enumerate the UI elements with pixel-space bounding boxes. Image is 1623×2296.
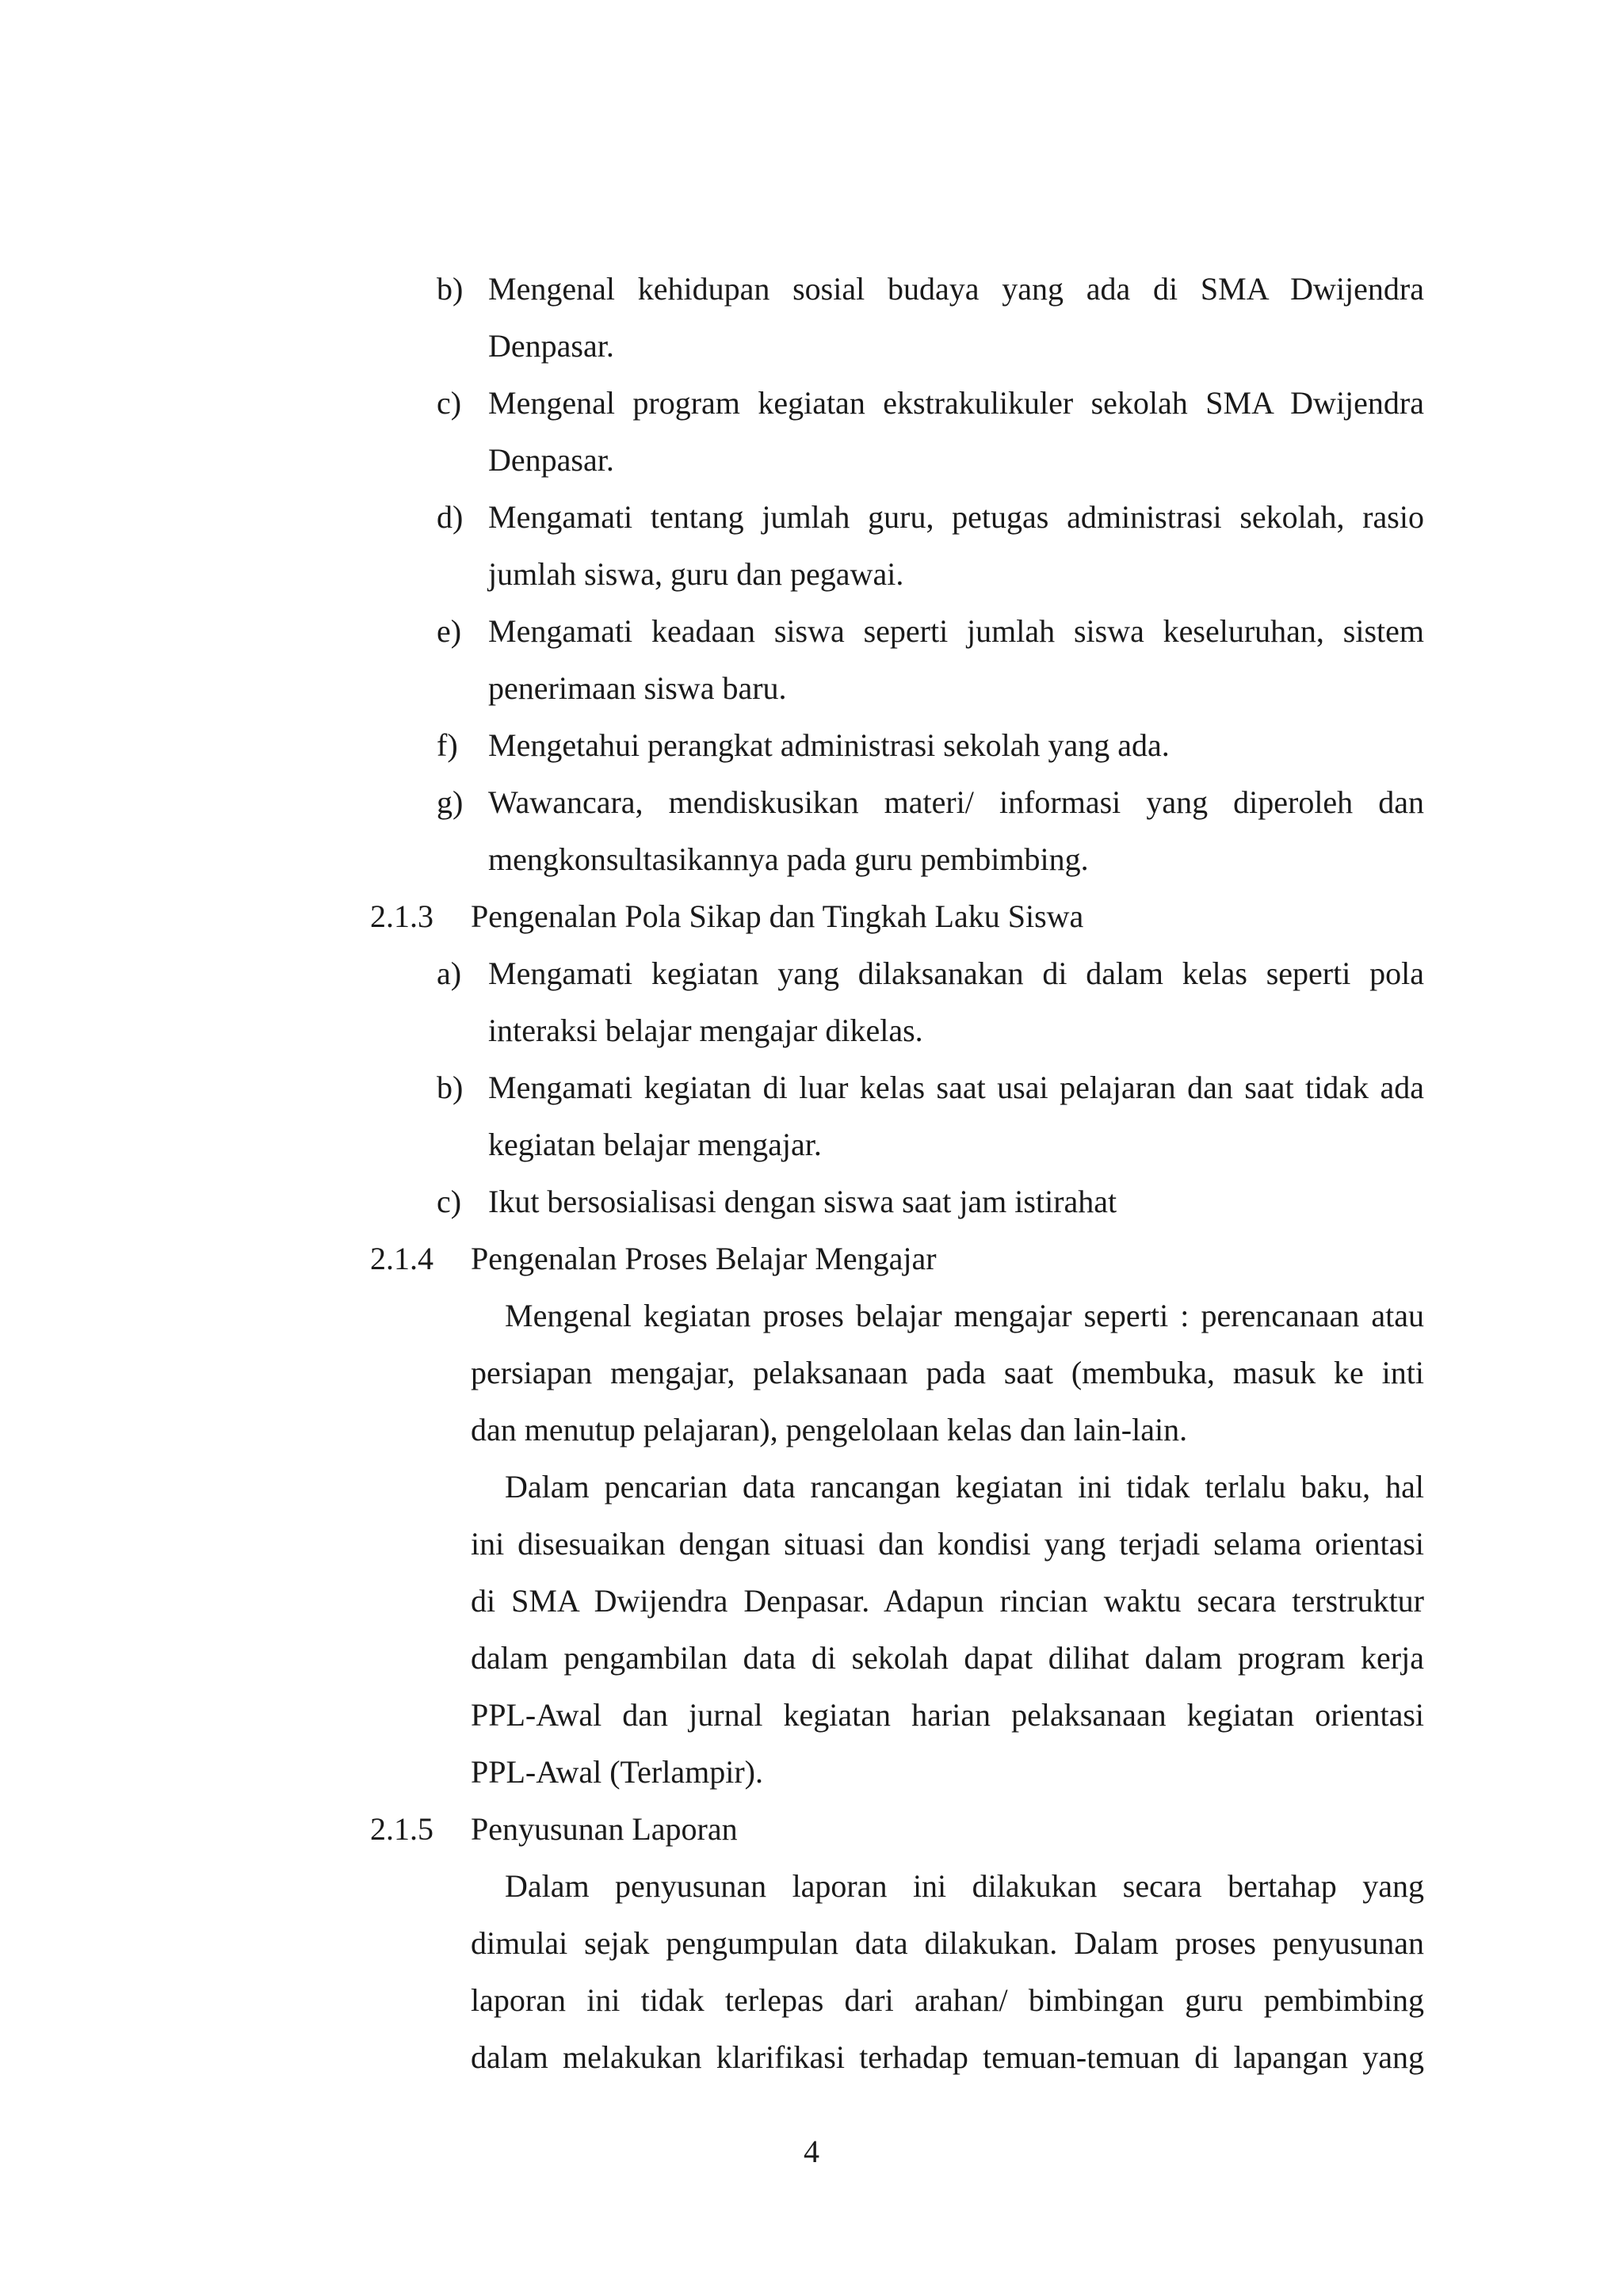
section-heading: Penyusunan Laporan [471,1811,738,1847]
paragraph-line: Dalam penyusunan laporan ini dilakukan secara bertahap yang [505,1868,1424,1904]
list-marker: d) [437,499,464,535]
paragraph-line: PPL-Awal (Terlampir). [471,1754,763,1790]
section-number: 2.1.4 [370,1241,433,1276]
list-marker: b) [437,1070,464,1105]
list-marker: a) [437,955,462,991]
list-item-text: Mengamati kegiatan di luar kelas saat usai pelajaran dan saat tidak ada [488,1070,1424,1105]
list-item-text: interaksi belajar mengajar dikelas. [488,1013,923,1048]
list-item-text: jumlah siswa, guru dan pegawai. [488,556,904,592]
list-item-text: Mengetahui perangkat administrasi sekolah yang ada. [488,727,1170,763]
list-marker: c) [437,385,462,421]
paragraph-line: dalam pengambilan data di sekolah dapat dilihat dalam program kerja [471,1640,1424,1676]
list-item-text: Mengenal program kegiatan ekstrakulikuler sekolah SMA Dwijendra [488,385,1424,421]
section-number: 2.1.5 [370,1811,433,1847]
list-item-text: Denpasar. [488,442,614,478]
list-item-text: Denpasar. [488,328,614,364]
paragraph-line: dalam melakukan klarifikasi terhadap temuan-temuan di lapangan yang [471,2039,1424,2075]
list-item-text: mengkonsultasikannya pada guru pembimbing. [488,841,1089,877]
list-marker: e) [437,613,462,649]
paragraph-line: ini disesuaikan dengan situasi dan kondisi yang terjadi selama orientasi [471,1526,1424,1562]
paragraph-line: Mengenal kegiatan proses belajar mengajar seperti : perencanaan atau [505,1298,1424,1333]
list-item-text: Mengamati keadaan siswa seperti jumlah siswa keseluruhan, sistem [488,613,1424,649]
list-item-text: Mengamati kegiatan yang dilaksanakan di dalam kelas seperti pola [488,955,1424,991]
paragraph-line: Dalam pencarian data rancangan kegiatan ini tidak terlalu baku, hal [505,1469,1424,1505]
paragraph-line: persiapan mengajar, pelaksanaan pada saat (membuka, masuk ke inti [471,1355,1424,1390]
section-heading: Pengenalan Pola Sikap dan Tingkah Laku Siswa [471,898,1084,934]
list-marker: g) [437,784,464,820]
list-item-text: Mengenal kehidupan sosial budaya yang ada di SMA Dwijendra [488,271,1424,307]
list-item-text: kegiatan belajar mengajar. [488,1127,822,1162]
list-marker: c) [437,1184,462,1219]
page-number: 4 [804,2134,819,2169]
paragraph-line: dimulai sejak pengumpulan data dilakukan. Dalam proses penyusunan [471,1925,1424,1961]
list-item-text: Ikut bersosialisasi dengan siswa saat jam istirahat [488,1184,1117,1219]
list-marker: f) [437,727,458,763]
paragraph-line: PPL-Awal dan jurnal kegiatan harian pelaksanaan kegiatan orientasi [471,1697,1424,1733]
paragraph-line: di SMA Dwijendra Denpasar. Adapun rincian waktu secara terstruktur [471,1583,1424,1619]
section-number: 2.1.3 [370,898,433,934]
paragraph-line: dan menutup pelajaran), pengelolaan kelas dan lain-lain. [471,1412,1188,1447]
list-marker: b) [437,271,464,307]
paragraph-line: laporan ini tidak terlepas dari arahan/ bimbingan guru pembimbing [471,1982,1424,2018]
section-heading: Pengenalan Proses Belajar Mengajar [471,1241,937,1276]
list-item-text: Mengamati tentang jumlah guru, petugas administrasi sekolah, rasio [488,499,1424,535]
list-item-text: Wawancara, mendiskusikan materi/ informasi yang diperoleh dan [488,784,1424,820]
list-item-text: penerimaan siswa baru. [488,670,787,706]
